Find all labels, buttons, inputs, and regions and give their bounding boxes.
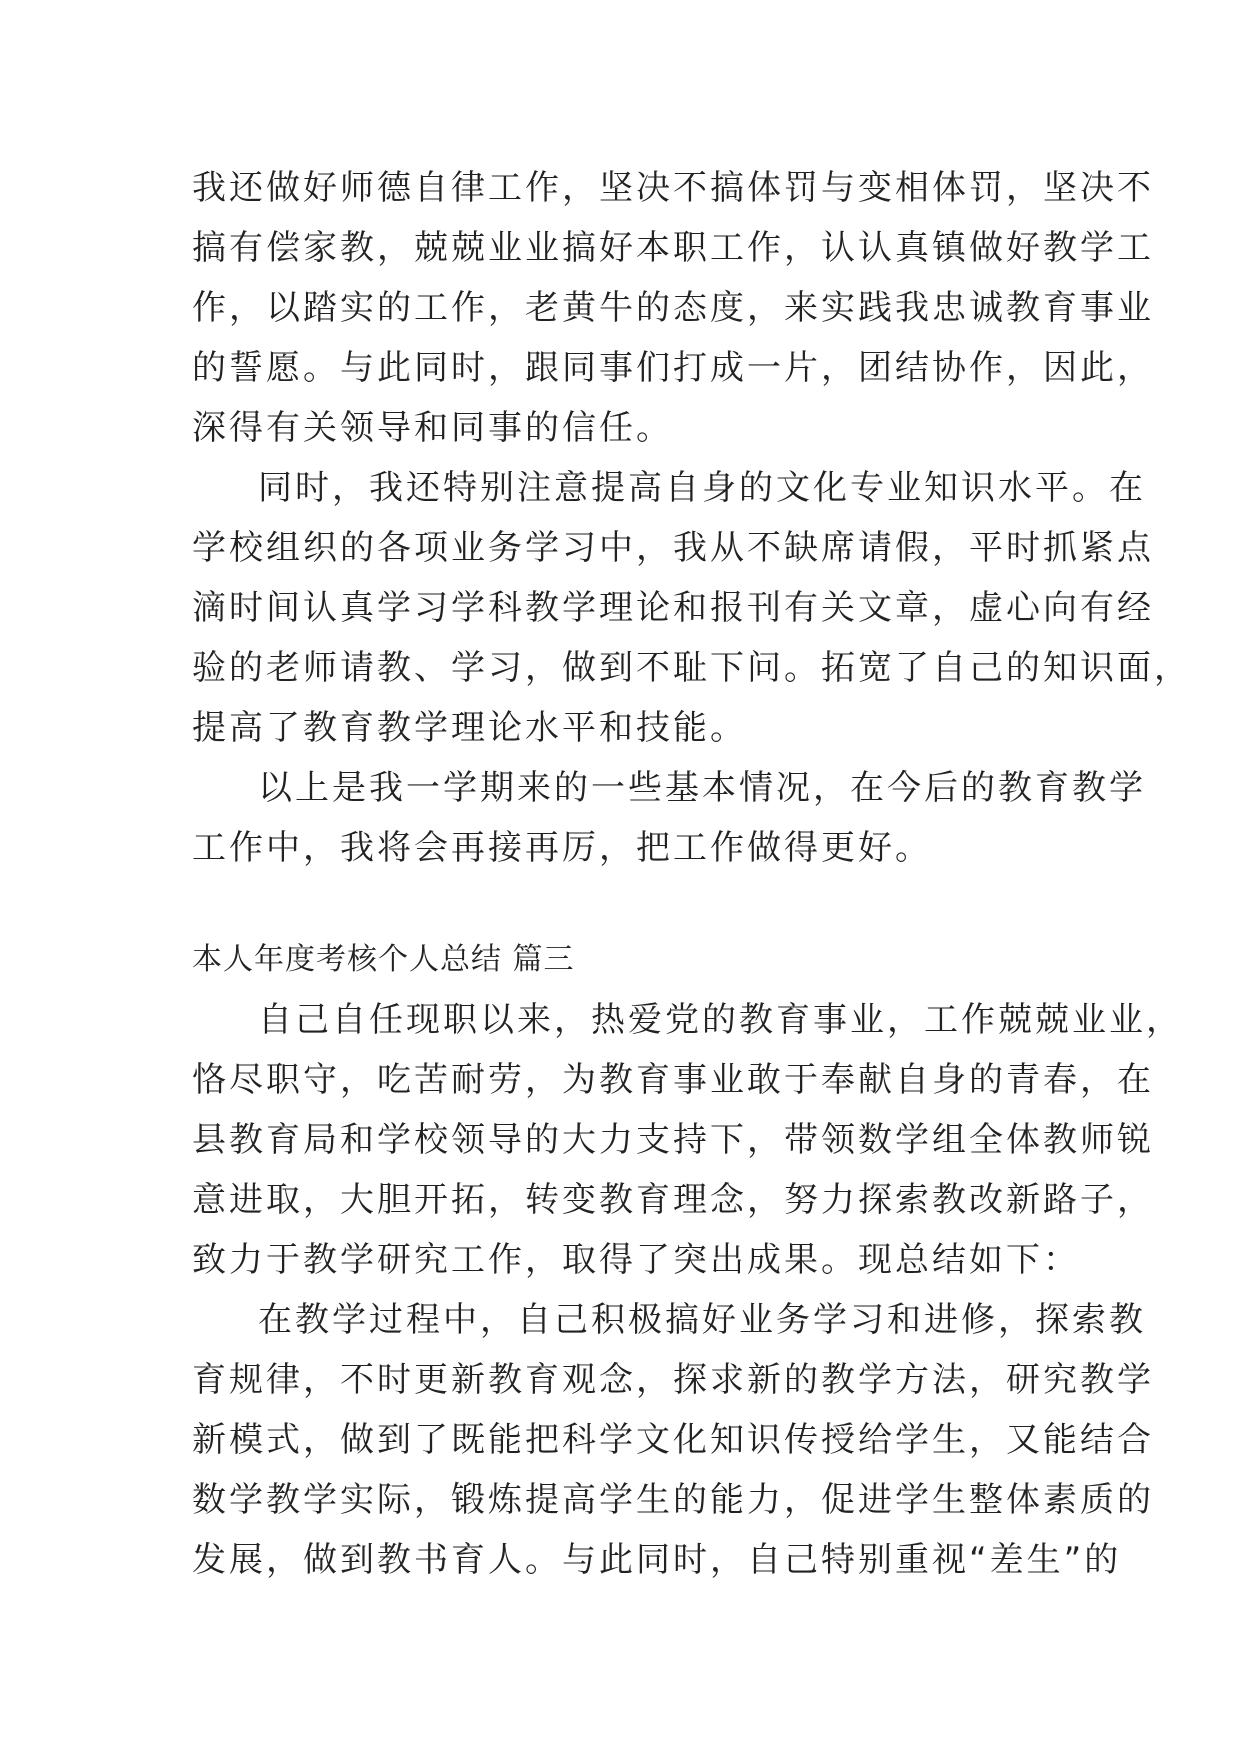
- text-line: 滴时间认真学习学科教学理论和报刊有关文章，虚心向有经: [192, 588, 1154, 628]
- text-line: 学校组织的各项业务学习中，我从不缺席请假，平时抓紧点: [192, 528, 1154, 568]
- text-line: 育规律，不时更新教育观念，探求新的教学方法，研究教学: [192, 1360, 1154, 1400]
- text-line: 深得有关领导和同事的信任。: [192, 408, 673, 448]
- paragraph-start-line: 同时，我还特别注意提高自身的文化专业知识水平。在: [258, 468, 1146, 508]
- text-line: 我还做好师德自律工作，坚决不搞体罚与变相体罚，坚决不: [192, 168, 1154, 208]
- text-line: 的誓愿。与此同时，跟同事们打成一片，团结协作，因此，: [192, 348, 1154, 388]
- text-line: 发展，做到教书育人。与此同时，自己特别重视“差生”的: [192, 1540, 1122, 1580]
- text-line: 新模式，做到了既能把科学文化知识传授给学生，又能结合: [192, 1420, 1154, 1460]
- paragraph-start-line: 自己自任现职以来，热爱党的教育事业，工作兢兢业业，: [258, 1000, 1183, 1040]
- text-line: 作，以踏实的工作，老黄牛的态度，来实践我忠诚教育事业: [192, 288, 1154, 328]
- text-line: 恪尽职守，吃苦耐劳，为教育事业敢于奉献自身的青春，在: [192, 1060, 1154, 1100]
- text-line: 县教育局和学校领导的大力支持下，带领数学组全体教师锐: [192, 1120, 1154, 1160]
- section-heading: 本人年度考核个人总结 篇三: [192, 942, 575, 977]
- text-line: 致力于教学研究工作，取得了突出成果。现总结如下：: [192, 1240, 1080, 1280]
- text-line: 提高了教育教学理论水平和技能。: [192, 708, 747, 748]
- text-line: 搞有偿家教，兢兢业业搞好本职工作，认认真镇做好教学工: [192, 228, 1154, 268]
- text-line: 工作中，我将会再接再厉，把工作做得更好。: [192, 828, 932, 868]
- paragraph-start-line: 在教学过程中，自己积极搞好业务学习和进修，探索教: [258, 1300, 1146, 1340]
- text-line: 意进取，大胆开拓，转变教育理念，努力探索教改新路子，: [192, 1180, 1154, 1220]
- paragraph-start-line: 以上是我一学期来的一些基本情况，在今后的教育教学: [258, 768, 1146, 808]
- text-line: 验的老师请教、学习，做到不耻下问。拓宽了自己的知识面，: [192, 648, 1191, 688]
- text-line: 数学教学实际，锻炼提高学生的能力，促进学生整体素质的: [192, 1480, 1154, 1520]
